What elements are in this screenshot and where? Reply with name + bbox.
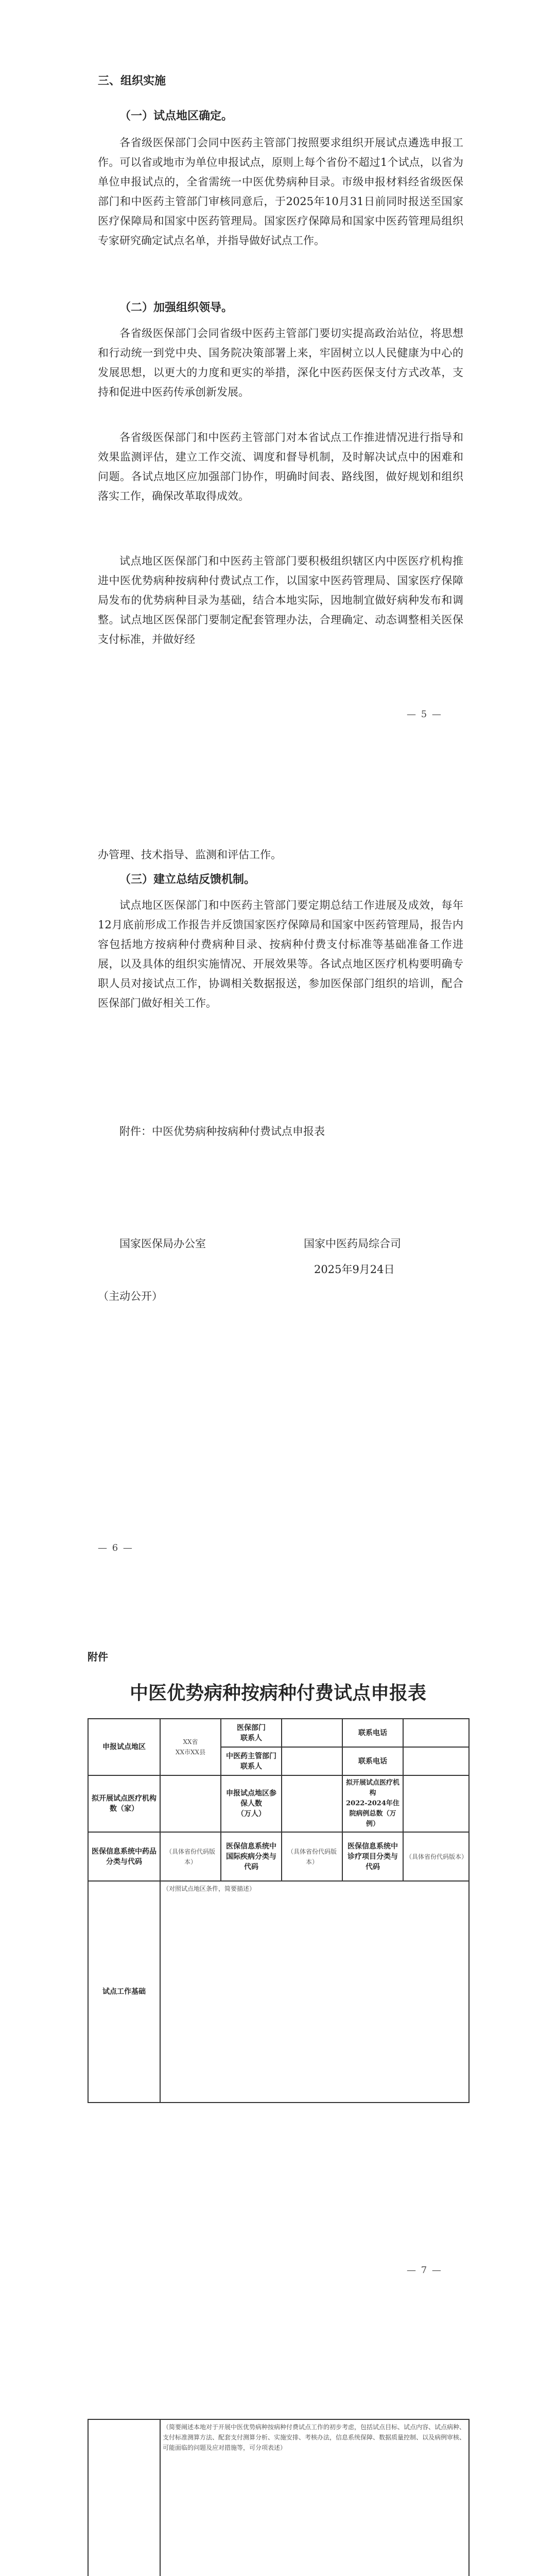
attachment-line: 附件：中医优势病种按病种付费试点申报表 xyxy=(119,1125,325,1138)
value-work-foundation[interactable]: （对照试点地区条件，简要描述） xyxy=(160,1881,469,2103)
attachment-label: 附件 xyxy=(88,1651,108,1663)
paragraph-leadership: 各省级医保部门会同省级中医药主管部门要切实提高政治站位，将思想和行动统一到党中央、国务院决策部署上来，牢固树立以人民健康为中心的发展思想，以更大的力度和更实的举措，深化中医药医保支付方式改革，支持和促进中医药传承创新发展。 xyxy=(98,327,463,398)
form-title: 中医优势病种按病种付费试点申报表 xyxy=(129,1682,426,1704)
paragraph-select-areas: 各省级医保部门会同中医药主管部门按照要求组织开展试点遴选申报工作。可以省或地市为单位申报试点，原则上每个省份不超过1个试点，以省为单位申报试点的，全省需统一中医优势病种目录。市级申报材料经省级医保部门和中医药主管部门审核同意后，于2025年10月31日前同时报送至国家医疗保障局和国家中医药管理局。国家医疗保障局和国家中医药管理局组织专家研究确定试点名单，并指导做好试点工作。 xyxy=(98,137,463,247)
page-number-6: — 6 — xyxy=(98,1543,133,1553)
label-apply-area: 申报试点地区 xyxy=(88,1719,160,1775)
application-form-part2 xyxy=(88,2419,470,2576)
label-phone-2: 联系电话 xyxy=(342,1747,403,1775)
label-case-count: 拟开展试点医疗机构 2022-2024年住院病例总数（万例） xyxy=(342,1775,403,1832)
subsection-heading-3: （三）建立总结反馈机制。 xyxy=(119,873,256,886)
form-row-foundation xyxy=(88,1881,469,2103)
page-number-5: — 5 — xyxy=(407,709,442,720)
cell-phone-1[interactable] xyxy=(403,1719,469,1747)
value-procedure-code: （具体省份代码版本） xyxy=(403,1832,469,1881)
paragraph-guidance: 各省级医保部门和中医药主管部门对本省试点工作推进情况进行指导和效果监测评估，建立工作交流、调度和督导机制，及时解决试点中的困难和问题。各试点地区应加强部门协作，明确时间表、路线图，做好规划和组织落实工作，确保改革取得成效。 xyxy=(98,431,463,502)
value-work-plan[interactable]: （简要阐述本地对于开展中医优势病种按病种付费试点工作的初步考虑，包括试点目标、试点内容、试点病种、支付标准测算方法、配套支付测算分析、实施安排、考核办法，信息系统保障、数据质量控制、以及病例审核、可能面临的问题及应对措施等，可分项表述） xyxy=(160,2419,469,2576)
cell-institution-count[interactable] xyxy=(160,1775,221,1832)
issuer-nhsa: 国家医保局办公室 xyxy=(119,1238,206,1250)
label-disease-code: 医保信息系统中国际疾病分类与代码 xyxy=(221,1832,282,1881)
application-form-part1 xyxy=(88,1718,470,2103)
paragraph-implementation: 试点地区医保部门和中医药主管部门要积极组织辖区内中医医疗机构推进中医优势病种按病种付费试点工作，以国家中医药管理局、国家医疗保障局发布的优势病种目录为基础，结合本地实际，因地制宜做好病种发布和调整。试点地区医保部门要制定配套管理办法，合理确定、动态调整相关医保支付标准，并做好经 xyxy=(98,555,463,646)
cell-tcm-contact[interactable] xyxy=(282,1747,342,1775)
public-notice: （主动公开） xyxy=(98,1290,163,1302)
form-row-area xyxy=(88,1719,469,1747)
cell-phone-2[interactable] xyxy=(403,1747,469,1775)
label-work-plan xyxy=(88,2419,160,2576)
label-insurance-contact: 医保部门 联系人 xyxy=(221,1719,282,1747)
subsection-heading-1: （一）试点地区确定。 xyxy=(119,110,233,123)
label-work-foundation: 试点工作基础 xyxy=(88,1881,160,2103)
value-disease-code: （具体省份代码版本） xyxy=(282,1832,342,1881)
label-procedure-code: 医保信息系统中诊疗项目分类与代码 xyxy=(342,1832,403,1881)
form-row-counts xyxy=(88,1775,469,1832)
cell-case-count[interactable] xyxy=(403,1775,469,1832)
cell-insured-count[interactable] xyxy=(282,1775,342,1832)
label-phone-1: 联系电话 xyxy=(342,1719,403,1747)
label-tcm-contact: 中医药主管部门 联系人 xyxy=(221,1747,282,1775)
label-insured-count: 申报试点地区参保人数 （万人） xyxy=(221,1775,282,1832)
page-number-7: — 7 — xyxy=(407,2265,442,2276)
issue-date: 2025年9月24日 xyxy=(314,1263,395,1276)
value-drug-code: （具体省份代码版本） xyxy=(160,1832,221,1881)
issuer-natcm: 国家中医药局综合司 xyxy=(304,1238,401,1250)
label-drug-code: 医保信息系统中药品分类与代码 xyxy=(88,1832,160,1881)
label-institution-count: 拟开展试点医疗机构数（家） xyxy=(88,1775,160,1832)
cell-insurance-contact[interactable] xyxy=(282,1719,342,1747)
paragraph-continuation: 办管理、技术指导、监测和评估工作。 xyxy=(98,849,282,861)
value-apply-area: XX省 XX市XX县 xyxy=(160,1719,221,1775)
section-heading-organize: 三、组织实施 xyxy=(98,75,166,88)
paragraph-feedback: 试点地区医保部门和中医药主管部门要定期总结工作进展及成效，每年12月底前形成工作报告并反馈国家医疗保障局和国家中医药管理局，报告内容包括地方按病种付费病种目录、按病种付费支付标准等基础准备工作进展，以及具体的组织实施情况、开展效果等。各试点地区医疗机构要明确专职人员对接试点工作，协调相关数据报送，参加医保部门组织的培训，配合医保部门做好相关工作。 xyxy=(98,899,463,1009)
form-row-plan xyxy=(88,2419,469,2576)
subsection-heading-2: （二）加强组织领导。 xyxy=(119,301,233,314)
form-row-codes xyxy=(88,1832,469,1881)
